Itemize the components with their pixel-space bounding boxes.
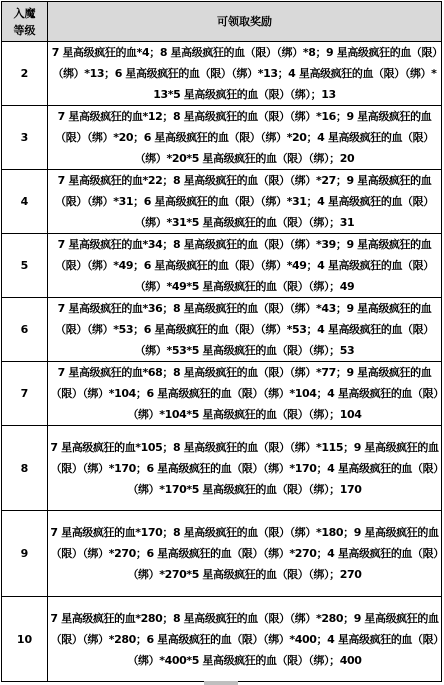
level-column-header (2, 2, 48, 42)
level-cell: 10 (2, 597, 48, 682)
table-row (2, 426, 442, 511)
header-row (2, 2, 442, 42)
table-row (2, 106, 442, 170)
table-row (2, 362, 442, 426)
level-header-line1: 入魔 (13, 6, 36, 20)
table-row (2, 234, 442, 298)
level-cell: 8 (2, 426, 48, 511)
reward-cell: 7 星高级疯狂的血*34；8 星高级疯狂的血（限）（绑）*39；9 星高级疯狂的血（限）（绑）*49；6 星高级疯狂的血（限）（绑）*49；4 星高级疯狂的血（限）（绑）*49*5 星高级疯狂的血（限）（绑）；49 (48, 234, 442, 298)
level-cell: 9 (2, 511, 48, 597)
reward-table (1, 1, 442, 682)
table-header (2, 2, 442, 42)
level-cell: 7 (2, 362, 48, 426)
reward-cell: 7 星高级疯狂的血*12；8 星高级疯狂的血（限）（绑）*16；9 星高级疯狂的血（限）（绑）*20；6 星高级疯狂的血（限）（绑）*20；4 星高级疯狂的血（限）（绑）*20*5 星高级疯狂的血（限）（绑）；20 (48, 106, 442, 170)
table-row (2, 298, 442, 362)
level-cell: 5 (2, 234, 48, 298)
reward-cell: 7 星高级疯狂的血*170；8 星高级疯狂的血（限）（绑）*180；9 星高级疯狂的血（限）（绑）*270；6 星高级疯狂的血（限）（绑）*270；4 星高级疯狂的血（限）（绑）*270*5 星高级疯狂的血（限）（绑）；270 (48, 511, 442, 597)
table-body (2, 42, 442, 682)
reward-cell: 7 星高级疯狂的血*105；8 星高级疯狂的血（限）（绑）*115；9 星高级疯狂的血（限）（绑）*170；6 星高级疯狂的血（限）（绑）*170；4 星高级疯狂的血（限）（绑）*170*5 星高级疯狂的血（限）（绑）；170 (48, 426, 442, 511)
table-row (2, 597, 442, 682)
level-cell: 4 (2, 170, 48, 234)
page-scroll-indicator (204, 681, 238, 685)
reward-cell: 7 星高级疯狂的血*68；8 星高级疯狂的血（限）（绑）*77；9 星高级疯狂的血（限）（绑）*104；6 星高级疯狂的血（限）（绑）*104；4 星高级疯狂的血（限）（绑）*104*5 星高级疯狂的血（限）（绑）；104 (48, 362, 442, 426)
table-row (2, 511, 442, 597)
reward-column-header: 可领取奖励 (48, 2, 442, 42)
level-cell: 6 (2, 298, 48, 362)
level-header-line2: 等级 (13, 23, 36, 37)
table-row (2, 170, 442, 234)
reward-cell: 7 星高级疯狂的血*36；8 星高级疯狂的血（限）（绑）*43；9 星高级疯狂的血（限）（绑）*53；6 星高级疯狂的血（限）（绑）*53；4 星高级疯狂的血（限）（绑）*53*5 星高级疯狂的血（限）（绑）；53 (48, 298, 442, 362)
table-row (2, 42, 442, 106)
level-cell: 2 (2, 42, 48, 106)
reward-cell: 7 星高级疯狂的血*4；8 星高级疯狂的血（限）（绑）*8；9 星高级疯狂的血（限）（绑）*13；6 星高级疯狂的血（限）（绑）*13；4 星高级疯狂的血（限）（绑）*13*5 星高级疯狂的血（限）（绑）；13 (48, 42, 442, 106)
level-cell: 3 (2, 106, 48, 170)
reward-cell: 7 星高级疯狂的血*22；8 星高级疯狂的血（限）（绑）*27；9 星高级疯狂的血（限）（绑）*31；6 星高级疯狂的血（限）（绑）*31；4 星高级疯狂的血（限）（绑）*31*5 星高级疯狂的血（限）（绑）；31 (48, 170, 442, 234)
reward-cell: 7 星高级疯狂的血*280；8 星高级疯狂的血（限）（绑）*280；9 星高级疯狂的血（限）（绑）*280；6 星高级疯狂的血（限）（绑）*400；4 星高级疯狂的血（限）（绑）*400*5 星高级疯狂的血（限）（绑）；400 (48, 597, 442, 682)
